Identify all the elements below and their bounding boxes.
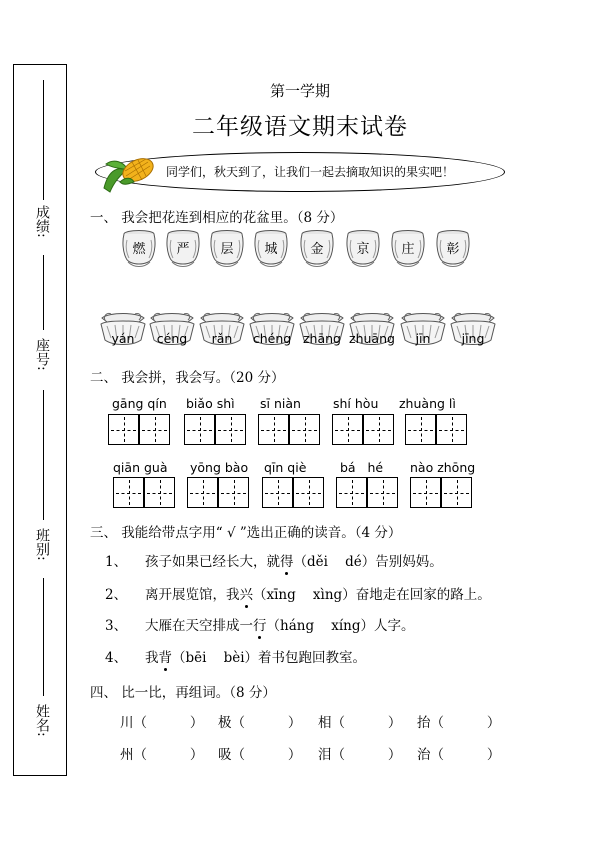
question-text — [145, 550, 443, 570]
pinyin-label: bá hé — [340, 460, 384, 475]
pinyin-label: gāng qín — [112, 396, 167, 411]
question-pre: 孩子如果已经长大，就 — [145, 554, 280, 570]
question-number: 1、 — [105, 554, 128, 570]
pot-character: 京 — [356, 242, 370, 257]
word-blank[interactable]: 相（ ） — [318, 715, 402, 731]
writing-cell[interactable] — [215, 414, 246, 445]
pinyin-label: qiān guà — [113, 460, 168, 475]
section2-title: 二、 我会拼，我会写。（20 分） — [90, 370, 285, 386]
word-blank[interactable]: 极（ ） — [218, 715, 302, 731]
flower-pinyin: rǎn — [211, 331, 233, 346]
writing-cell[interactable] — [410, 477, 441, 508]
dotted-char: 背 — [158, 650, 172, 666]
pinyin-label: sī niàn — [260, 396, 301, 411]
question-number: 2、 — [105, 587, 128, 603]
question-number: 4、 — [105, 650, 128, 666]
pinyin-label: biǎo shì — [186, 396, 235, 411]
question-options[interactable]: （xīng xìng）奋地走在回家的路上。 — [253, 587, 491, 603]
writing-cell[interactable] — [108, 414, 139, 445]
dotted-character — [253, 614, 267, 634]
pinyin-label: shí hòu — [333, 396, 379, 411]
dotted-char: 得 — [280, 554, 294, 570]
pinyin-label: yōng bào — [190, 460, 249, 475]
flower-pinyin: zhāng — [302, 331, 341, 346]
name-label: 姓名: — [34, 704, 50, 737]
writing-cell[interactable] — [113, 477, 144, 508]
pinyin-label: qīn qiè — [264, 460, 307, 475]
writing-cell[interactable] — [436, 414, 467, 445]
seat-label: 座号: — [34, 338, 50, 371]
question-text — [145, 646, 366, 666]
class-label: 班别: — [34, 528, 50, 561]
writing-cell[interactable] — [258, 414, 289, 445]
word-blank[interactable]: 抬（ ） — [417, 715, 501, 731]
word-blank[interactable]: 治（ ） — [417, 747, 501, 763]
pot-character: 城 — [264, 242, 278, 257]
writing-cell[interactable] — [367, 477, 398, 508]
pinyin-label: zhuàng lì — [399, 396, 456, 411]
section1-title: 一、 我会把花连到相应的花盆里。（8 分） — [90, 210, 344, 226]
exam-title: 二年级语文期末试卷 — [192, 114, 408, 140]
pot-character: 彰 — [446, 242, 460, 257]
seat-line — [43, 255, 44, 330]
writing-cell[interactable] — [139, 414, 170, 445]
section3-title: 三、 我能给带点字用“ √ ”选出正确的读音。（4 分） — [90, 525, 402, 541]
pinyin-label: nào zhōng — [410, 460, 476, 475]
banner-text: 同学们，秋天到了，让我们一起去摘取知识的果实吧！ — [166, 165, 455, 179]
pot-character: 层 — [220, 242, 234, 257]
writing-cell[interactable] — [441, 477, 472, 508]
writing-cell[interactable] — [405, 414, 436, 445]
flower-pinyin: jīn — [415, 331, 431, 346]
class-line — [43, 390, 44, 520]
dotted-character — [280, 550, 294, 570]
pot-character: 金 — [310, 242, 324, 257]
writing-cell[interactable] — [332, 414, 363, 445]
question-options[interactable]: （bēi bèi）着书包跑回教室。 — [172, 650, 367, 666]
pot-character: 燃 — [132, 242, 146, 257]
score-label: 成绩: — [34, 205, 50, 238]
question-pre: 我 — [145, 650, 159, 666]
emphasis-dot — [285, 572, 288, 575]
pot-character: 严 — [176, 242, 190, 257]
writing-cell[interactable] — [293, 477, 324, 508]
question-pre: 离开展览馆，我 — [145, 587, 240, 603]
question-text — [145, 614, 415, 634]
writing-cell[interactable] — [184, 414, 215, 445]
pot-character: 庄 — [401, 242, 415, 257]
word-blank[interactable]: 州（ ） — [120, 747, 204, 763]
word-blank[interactable]: 吸（ ） — [218, 747, 302, 763]
binding-strip — [13, 64, 67, 776]
word-blank[interactable]: 川（ ） — [120, 715, 204, 731]
question-number: 3、 — [105, 618, 128, 634]
corn-icon — [100, 148, 158, 196]
question-text — [145, 583, 491, 603]
writing-cell[interactable] — [144, 477, 175, 508]
question-options[interactable]: （háng xíng）人字。 — [266, 618, 415, 634]
flower-pinyin: zhuāng — [349, 331, 395, 346]
question-options[interactable]: （děi dé）告别妈妈。 — [293, 554, 443, 570]
dotted-char: 兴 — [239, 587, 253, 603]
flower-pinyin: céng — [156, 331, 188, 346]
emphasis-dot — [245, 605, 248, 608]
emphasis-dot — [164, 668, 167, 671]
question-pre: 大雁在天空排成一 — [145, 618, 253, 634]
emphasis-dot — [258, 636, 261, 639]
word-blank[interactable]: 泪（ ） — [318, 747, 402, 763]
writing-cell[interactable] — [218, 477, 249, 508]
dotted-char: 行 — [253, 618, 267, 634]
section4-title: 四、 比一比，再组词。（8 分） — [90, 685, 276, 701]
writing-cell[interactable] — [187, 477, 218, 508]
flower-pinyin: chéng — [252, 331, 292, 346]
dotted-character — [240, 583, 254, 603]
writing-cell[interactable] — [289, 414, 320, 445]
dotted-character — [159, 646, 173, 666]
name-line — [43, 578, 44, 696]
semester-heading: 第一学期 — [269, 82, 330, 100]
writing-cell[interactable] — [336, 477, 367, 508]
writing-cell[interactable] — [363, 414, 394, 445]
flower-pinyin: jīng — [461, 331, 485, 346]
writing-cell[interactable] — [262, 477, 293, 508]
flower-pinyin: yán — [111, 331, 135, 346]
